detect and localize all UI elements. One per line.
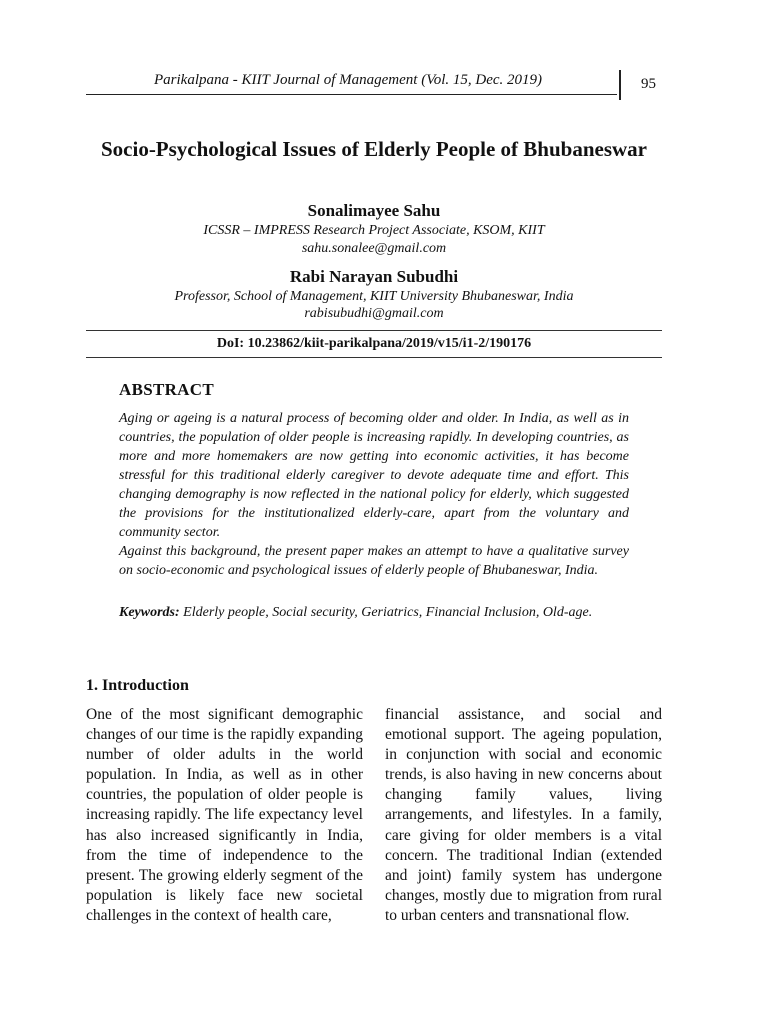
paper-title: Socio-Psychological Issues of Elderly People of Bhubaneswar	[100, 137, 647, 161]
doi-top-rule	[86, 330, 662, 331]
author-name-2: Rabi Narayan Subudhi	[289, 267, 459, 286]
author-email-2: rabisubudhi@gmail.com	[304, 306, 444, 321]
running-header	[86, 70, 617, 95]
header-divider	[619, 70, 621, 100]
author-affiliation-1: ICSSR – IMPRESS Research Project Associate, KSOM, KIIT	[203, 223, 545, 238]
body-column-left: One of the most significant demographic changes of our time is the rapidly expanding number of older adults in the world population. In India, as well as in other countries, the population of older people is increasing rapidly. The life expectancy level has also increased significantly in India, from the time of independence to the present. The growing elderly segment of the population is likely face new societal challenges in the context of health care,	[86, 706, 363, 924]
keywords-list: Elderly people, Social security, Geriatrics, Financial Inclusion, Old-age.	[183, 605, 593, 620]
abstract-paragraph-2: Against this background, the present paper makes an attempt to have a qualitative survey on socio-economic and psychological issues of elderly people of Bhubaneswar, India.	[119, 544, 629, 578]
body-column-right: financial assistance, and social and emotional support. The ageing population, in conjunction with social and economic trends, is also having in new concerns about changing family values, living arrangements, and lifestyles. In a family, care giving for older members is a vital concern. The traditional Indian (extended and joint) family system has undergone changes, mostly due to migration from rural to urban centers and transnational flow.	[385, 706, 662, 924]
keywords-label: Keywords:	[119, 605, 180, 620]
abstract-paragraph-1: Aging or ageing is a natural process of becoming older and older. In India, as well as in countries, the population of older people is increasing rapidly. In developing countries, as more and more homemakers are now getting into economic activities, it has become stressful for this traditional elderly caregiver to devote adequate time and effort. This changing demography is now reflected in the national policy for elderly, which suggested the provisions for the institutionalized elderly-care, apart from the voluntary and community sector.	[119, 411, 629, 540]
page-number: 95	[641, 76, 656, 92]
section-heading: 1. Introduction	[86, 677, 189, 694]
author-affiliation-2: Professor, School of Management, KIIT University Bhubaneswar, India	[174, 289, 574, 304]
doi-bottom-rule	[86, 357, 662, 358]
journal-title: Parikalpana - KIIT Journal of Management (Vol. 15, Dec. 2019)	[154, 72, 543, 88]
author-email-1: sahu.sonalee@gmail.com	[301, 241, 447, 256]
keywords	[119, 603, 629, 622]
author-name-1: Sonalimayee Sahu	[307, 201, 441, 220]
doi: DoI: 10.23862/kiit-parikalpana/2019/v15/i1-2/190176	[216, 336, 532, 351]
abstract-heading: ABSTRACT	[119, 380, 214, 399]
